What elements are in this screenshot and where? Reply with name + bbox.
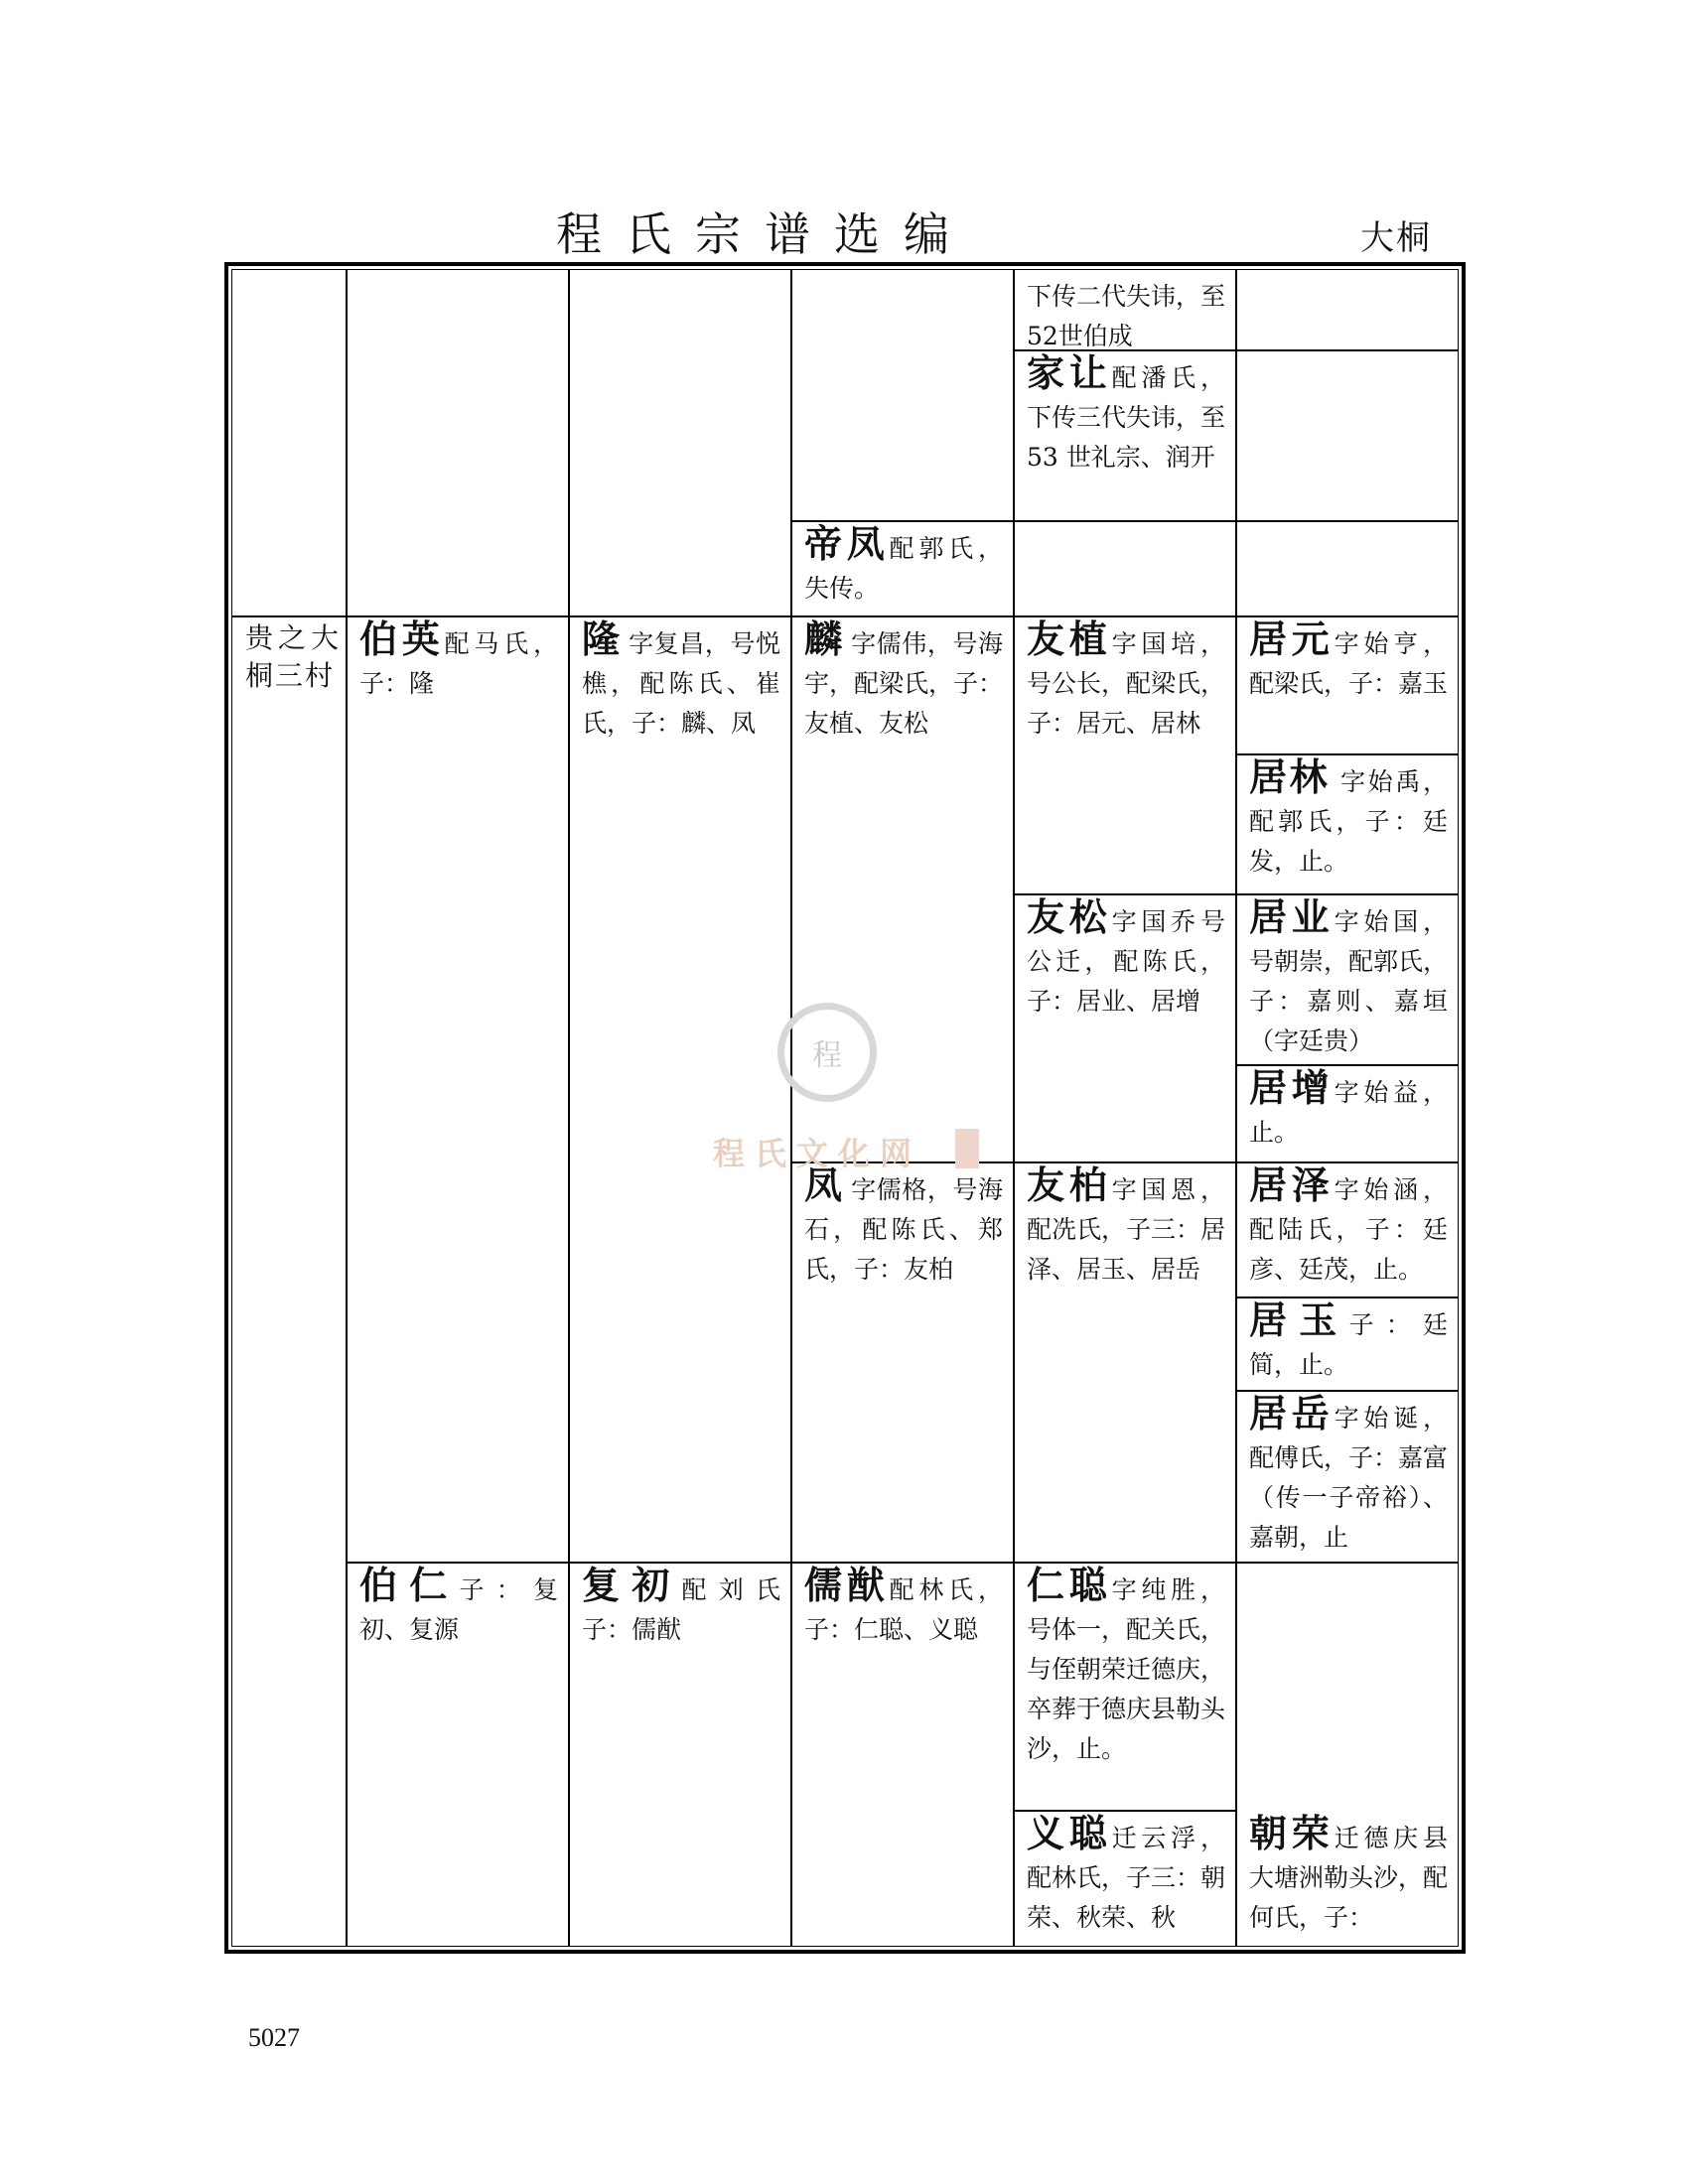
place-label: 大桐: [1360, 218, 1432, 258]
watermark-emblem: [777, 1003, 877, 1102]
genealogy-entry: 居元字始亨，配梁氏，子：嘉玉: [1249, 617, 1449, 698]
genealogy-entry: 下传二代失讳，至52世伯成: [1027, 282, 1226, 350]
genealogy-entry: 友松字国乔号公迁，配陈氏，子：居业、居增: [1027, 895, 1225, 1016]
genealogy-entry: 家让配潘氏，下传三代失讳，至 53 世礼宗、润开: [1027, 351, 1226, 472]
column-divider: [346, 269, 348, 1947]
genealogy-entry: 儒猷配林氏，子：仁聪、义聪: [804, 1564, 1003, 1644]
genealogy-entry: 麟 字儒伟，号海宇，配梁氏，子：友植、友松: [804, 617, 1004, 738]
watermark-emblem-text: 程: [812, 1038, 842, 1073]
genealogy-entry: 义聪迁云浮，配林氏，子三：朝荣、秋荣、秋: [1027, 1812, 1226, 1932]
genealogy-entry: 凤 字儒格，号海石，配陈氏、郑氏，子：友柏: [804, 1163, 1003, 1284]
genealogy-entry: 伯英配马氏，子：隆: [359, 617, 558, 698]
genealogy-entry: 复初配刘氏子：儒猷: [582, 1564, 780, 1644]
genealogy-entry: 伯仁子：复初、复源: [359, 1564, 558, 1644]
genealogy-entry: 朝荣迁德庆县大塘洲勒头沙，配何氏，子：: [1249, 1812, 1449, 1932]
genealogy-entry: 居增字始益，止。: [1249, 1066, 1448, 1147]
row-divider: [346, 1562, 1458, 1564]
genealogy-entry: 居泽字始涵，配陆氏，子：廷彦、廷茂，止。: [1249, 1163, 1448, 1284]
genealogy-entry: 仁聪字纯胜，号体一，配关氏，与侄朝荣迁德庆，卒葬于德庆县勒头沙，止。: [1027, 1564, 1226, 1763]
row-divider: [790, 520, 1458, 522]
genealogy-entry: 居玉子：廷简，止。: [1249, 1298, 1448, 1379]
genealogy-entry: 友柏字国恩，配冼氏，子三：居泽、居玉、居岳: [1027, 1163, 1226, 1284]
page-title: 程氏宗谱选编: [556, 207, 973, 261]
branch-label: 贵之大桐三村: [245, 621, 341, 692]
column-divider: [568, 269, 570, 1947]
genealogy-entry: 居业字始国，号朝崇，配郭氏，子：嘉则、嘉垣（字廷贵）: [1249, 895, 1449, 1055]
genealogy-entry: 友植字国培，号公长，配梁氏，子：居元、居林: [1027, 617, 1226, 738]
watermark-text: 程氏文化网: [713, 1135, 922, 1172]
watermark-seal: [955, 1129, 979, 1168]
genealogy-entry: 居岳字始诞，配傅氏，子：嘉富（传一子帝裕）、嘉朝，止: [1249, 1392, 1449, 1552]
genealogy-entry: 帝凤配郭氏，失传。: [804, 522, 1003, 603]
genealogy-entry: 居林 字始禹，配郭氏，子：廷发，止。: [1249, 755, 1448, 876]
genealogy-entry: 隆 字复昌，号悦樵，配陈氏、崔氏，子：麟、凤: [582, 617, 780, 738]
page-number: 5027: [248, 2023, 300, 2052]
